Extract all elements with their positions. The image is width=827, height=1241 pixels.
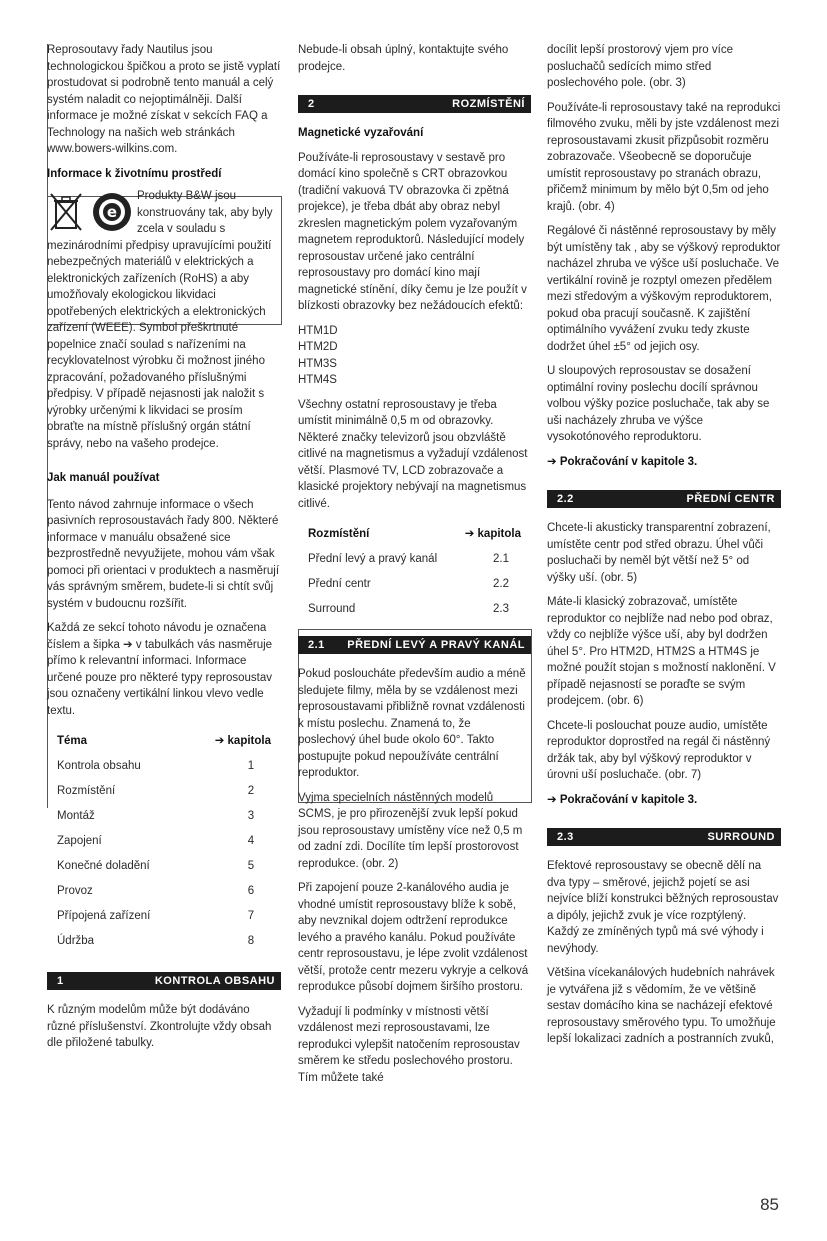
magnetic-paragraph-1: Používáte-li reprosoustavy v sestavě pro domácí kino společně s CRT obrazovkou (tradiční vakuová TV obrazovka či zpětná projekce), je třeba dbát aby obraz nebyl zkreslen magnetickým polem vyzařovaným magnetem reproduktorů. Následující modely reprosoustav určené jako centrální reprosoustavy pro domácí kino mají magnetické stínění, díky čemu je lze použít v blízkosti obrazovky bez nežádoucích efektů: — [298, 151, 527, 312]
section-2-title: ROZMÍSTĚNÍ — [452, 98, 525, 110]
section-2-1-title: PŘEDNÍ LEVÝ A PRAVÝ KANÁL — [347, 639, 525, 651]
placement-chapter: 2.2 — [493, 578, 509, 590]
toc-chapter: 4 — [247, 835, 255, 847]
list-item: HTM4S — [298, 374, 337, 386]
page-number: 85 — [760, 1195, 779, 1214]
table-row — [298, 572, 531, 597]
toc-header-chapter: ➔ kapitola — [214, 735, 271, 747]
placement-chapter: 2.3 — [493, 603, 509, 615]
section-2-3-paragraph-2: Většina vícekanálových hudebních nahrávek je vytvářena již s vědomím, že ve většině sestav domácího kina se nacházejí efektové reprosoustavy směrového typu. To umožňuje lepší lokalizaci zadních a postranních zvuků, — [547, 967, 776, 1045]
section-2-1-paragraph-3: Při zapojení pouze 2-kanálového audia je vhodné umístit reprosoustavy blíže k sobě, aby nevznikal dojem odtržení reprodukce levého a pravého kanálu. Pokud používáte centr reprosoustavu, je lépe zvolit vzdálenost větší, protože centr mezeru vykryje a celková reprodukce působí dojmem širšího prostoru. — [298, 882, 529, 993]
env-icons — [47, 188, 137, 236]
intro-paragraph: Reprosoutavy řady Nautilus jsou technologickou špičkou a proto se jistě vyplatí prostudovat si podrobně tento manuál a celý systém naladit co nejoptimálněji. Další informace je možné získat v sekcích FAQ a Technology na našich web stránkách www.bowers-wilkins.com. — [47, 44, 281, 155]
magnetic-heading: Magnetické vyzařování — [298, 127, 424, 139]
placement-header-row — [298, 522, 531, 547]
section-1-text: K různým modelům může být dodáváno různé příslušenství. Zkontrolujte vždy obsah dle přiložené tabulky. — [47, 1004, 272, 1049]
section-2-bar — [298, 95, 531, 113]
placement-table — [298, 522, 531, 622]
section-2-2-paragraph-2: Máte-li klasický zobrazovač, umístěte reproduktor co nejblíže nad nebo pod obraz, vždy co nejblíže výšce uší, aby byl dodržen úhel 5°. Pro HTM2D, HTM2S a HTM4S je možné použít stojan s možností naklonění. V případě nejasností se poraďte se svým prodejcem. (obr. 6) — [547, 596, 776, 707]
section-2-3-title: SURROUND — [707, 831, 775, 843]
continue-link-2: ➔ Pokračování v kapitole 3. — [547, 793, 698, 806]
section-2-2-number: 2.2 — [557, 493, 574, 505]
toc-topic: Provoz — [57, 885, 93, 897]
env-text: mezinárodními předpisy upravujícími použití nebezpečných materiálů v elektrických a elektronických zařízeních (RoHS) a aby umožňovaly ekologickou likvidaci opotřebených elektrických a elektronických zařízení (WEEE). Symbol přeškrtnuté popelnice značí soulad s nařízeními na recyklovatelnost výrobku či možnost jiného zpracování, požadovaného příslušnými předpisy. V případě nejasnosti jak naložit s výrobky určenými k likvidaci se prosím obraťte na místně příslušný orgán státní správy, nebo na vašeho prodejce. — [47, 239, 272, 450]
col3-paragraph-4: U sloupových reprosoustav se dosažení optimální roviny poslechu docílí správnou volbou výšky pozice posluchače, tak aby se uši nacházely zhruba ve výšce vysokotónového reproduktoru. — [547, 365, 770, 443]
column-3 — [547, 42, 781, 1056]
table-row — [47, 804, 281, 829]
col3-paragraph-1: docílit lepší prostorový vjem pro více posluchačů sedících mimo střed poslechového pole. (obr. 3) — [547, 44, 733, 89]
toc-chapter: 8 — [247, 935, 255, 947]
toc-chapter: 1 — [247, 760, 255, 772]
shielded-models-list — [298, 323, 531, 389]
section-2-1-bar — [298, 636, 531, 654]
magnetic-paragraph-2: Všechny ostatní reprosoustavy je třeba umístit minimálně 0,5 m od obrazovky. Některé značky televizorů jsou obzvláště citlivé na magnetismus a vyžadují vzdálenost větší. Plasmové TV, LCD zobrazovače a klasické projektory nebývají na magnetismus citlivé. — [298, 398, 528, 510]
section-2-1-paragraph-4: Vyžadují li podmínky v místnosti větší vzdálenost mezi reprosoustavami, lze reprodukci vylepšit natočením reprosoustav směrem ke středu poslechového prostoru. Tím můžete také — [298, 1005, 520, 1084]
section-2-2-paragraph-3: Chcete-li poslouchat pouze audio, umístěte reproduktor doprostřed na regál či nástěnný držák tak, aby byl výškový reproduktor v úrovni uší posluchače. (obr. 7) — [547, 719, 771, 781]
toc-chapter: 5 — [247, 860, 255, 872]
section-2-2-paragraph-1: Chcete-li akusticky transparentní zobrazení, umístěte centr pod střed obrazu. Úhel vůči posluchači by neměl být větší než 5° od výšky uší. (obr. 5) — [547, 522, 771, 584]
manual-paragraph-1: Tento návod zahrnuje informace o všech pasivních reprosoustavách řady 800. Některé informace v manuálu obsažené sice bezprostředně nevyužijete, mohou vám však pomoci při orientaci v produktech a nasměrují vás správným směrem, budete-li si chtít svůj systém v budoucnu rozšířit. — [47, 498, 280, 610]
section-2-1-paragraph-1: Pokud posloucháte především audio a méně sledujete filmy, měla by se vzdálenost mezi reprosoustavami přibližně rovnat vzdálenosti k místu poslechu. Znamená to, že poslechový úhel bude okolo 60°. Takto postupujte pokud nepoužíváte centrální reproduktor. — [298, 668, 526, 779]
column-2 — [298, 42, 531, 1094]
section-2-1-number: 2.1 — [308, 639, 325, 651]
section-2-number: 2 — [308, 98, 315, 110]
manual-paragraph-2: Každá ze sekcí tohoto návodu je označena číslem a šipka ➔ v tabulkách vás nasměruje přímo k relevantní informaci. Informace určené pouze pro některé typy reprosoustav jsou označeny vertikální linkou vlevo vedle textu. — [47, 622, 273, 717]
toc-topic: Konečné doladění — [57, 860, 150, 872]
section-2-2-title: PŘEDNÍ CENTR — [686, 493, 775, 505]
svg-text:e: e — [106, 203, 118, 221]
placement-chapter: 2.1 — [493, 553, 509, 565]
table-row — [298, 547, 531, 572]
placement-topic: Přední centr — [308, 578, 371, 590]
manual-heading: Jak manuál používat — [47, 472, 160, 484]
section-2-1-paragraph-2: Vyjma specielních nástěnných modelů SCMS, je pro přirozenější zvuk lepší pokud jsou reprosoustavy umístěny více než 0,5 m od zadní zdi. Docílíte tím lepší prostorovost reprodukce. (obr. 2) — [298, 791, 523, 870]
table-row — [298, 597, 531, 622]
list-item: HTM1D — [298, 324, 338, 337]
list-item: HTM3S — [298, 357, 337, 370]
toc-header-row — [47, 729, 281, 754]
placement-header-topic: Rozmístění — [308, 528, 370, 540]
toc-chapter: 6 — [247, 885, 255, 897]
toc-chapter: 7 — [247, 910, 255, 922]
table-row — [47, 779, 281, 804]
continue-link-1: ➔ Pokračování v kapitole 3. — [547, 455, 698, 468]
table-row — [47, 929, 281, 954]
toc-topic: Rozmístění — [57, 785, 116, 797]
col3-paragraph-3: Regálové či nástěnné reprosoustavy by měly být umístěny tak , aby se výškový reproduktor nacházel zhruba ve výšce uší posluchače. Ve vertikální rovině je rozptyl omezen předělem mezi středovým a výškovým reproduktorem, pokud oba pracují současně. K zajištění optimálního vyvážení zvuku tedy zkuste dodržet úhel ±5° od jejich osy. — [547, 225, 781, 353]
env-block — [47, 188, 281, 238]
section-2-3-number: 2.3 — [557, 831, 574, 843]
table-row — [47, 879, 281, 904]
section-1-number: 1 — [57, 975, 64, 987]
list-item: HTM2D — [298, 341, 338, 353]
contents-incomplete-text: Nebude-li obsah úplný, kontaktujte svého prodejce. — [298, 44, 509, 73]
toc-header-topic: Téma — [57, 735, 88, 747]
placement-header-chapter: ➔ kapitola — [464, 528, 521, 540]
section-2-3-paragraph-1: Efektové reprosoustavy se obecně dělí na dva typy – směrové, jejichž pojetí se asi nejvíce blíží konstrukci běžných reprosoustav a dipóly, jejichž zvuk je více rozptýlený. Každý ze zmíněných typů má své výhody i nevýhody. — [547, 860, 779, 955]
table-row — [47, 854, 281, 879]
column-1 — [47, 42, 281, 1060]
toc-topic: Zapojení — [57, 835, 102, 847]
crossed-bin-icon — [47, 190, 85, 234]
rohs-e-icon — [91, 191, 133, 233]
table-row — [47, 904, 281, 929]
col3-paragraph-2: Používáte-li reprosoustavy také na reprodukci filmového zvuku, měli by jste vzdálenost mezi reprosoustavami zkusit přizpůsobit rozměru zobrazovače. Všeobecně se doporučuje umístit reprosoustavy po stranách obrazu, přičemž minimum by mělo být 0,5m od jeho krajů. (obr. 4) — [547, 101, 781, 213]
section-2-2-bar — [547, 490, 781, 508]
toc-chapter: 2 — [247, 785, 255, 797]
toc-topic: Kontrola obsahu — [57, 760, 141, 772]
toc-table — [47, 729, 281, 954]
toc-topic: Montáž — [57, 810, 95, 822]
toc-topic: Údržba — [57, 935, 95, 947]
section-1-title: KONTROLA OBSAHU — [154, 975, 275, 987]
toc-chapter: 3 — [247, 810, 255, 822]
section-1-bar — [47, 972, 281, 990]
env-text-short: Produkty B&W jsou konstruovány tak, aby byly zcela v souladu s — [137, 190, 273, 235]
placement-topic: Surround — [308, 603, 356, 615]
toc-topic: Přípojená zařízení — [57, 910, 151, 922]
table-row — [47, 754, 281, 779]
placement-topic: Přední levý a pravý kanál — [308, 553, 438, 565]
section-2-3-bar — [547, 828, 781, 846]
env-heading: Informace k životnímu prostředí — [47, 167, 222, 180]
table-row — [47, 829, 281, 854]
